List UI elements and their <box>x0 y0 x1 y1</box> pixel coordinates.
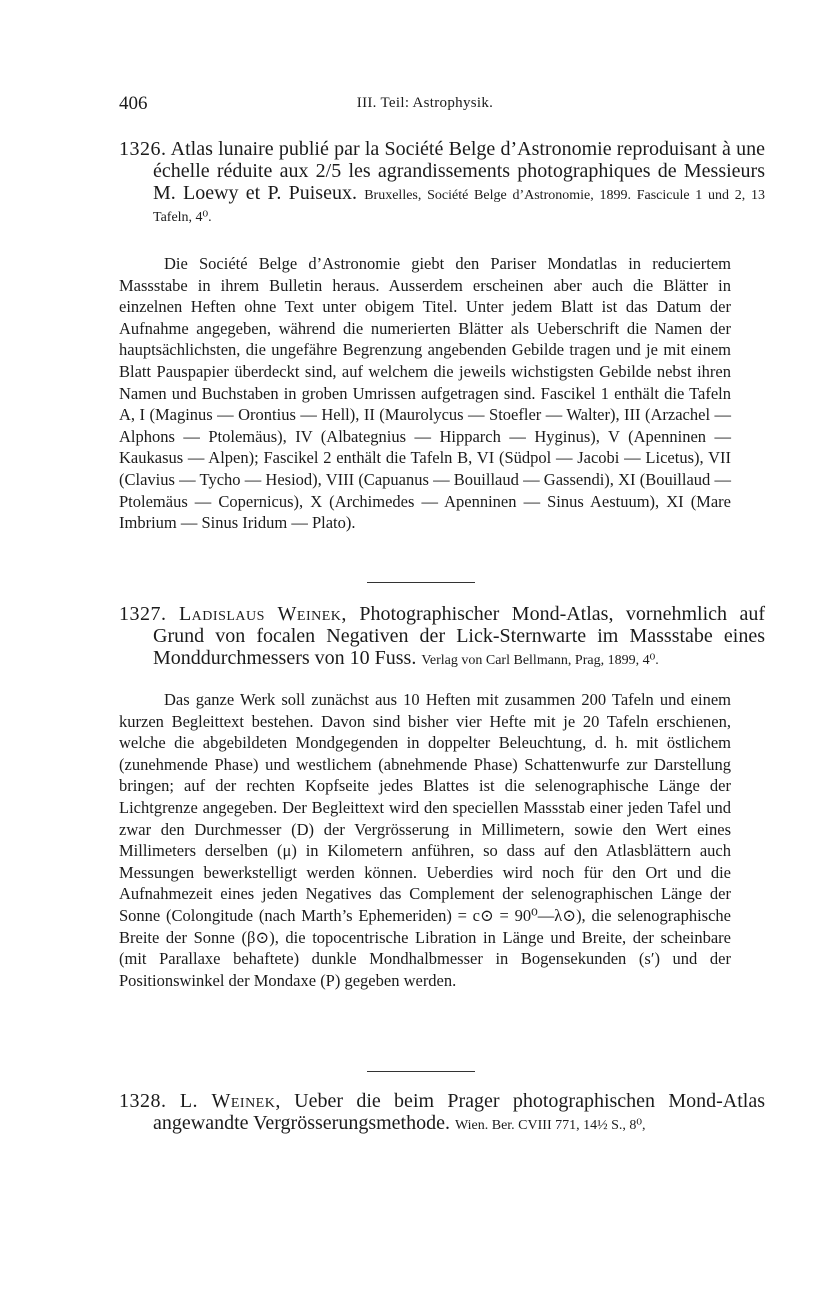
page-header <box>119 93 731 117</box>
entry-number: 1327. <box>119 603 167 625</box>
section-divider <box>367 1071 475 1072</box>
running-title: III. Teil: Astrophysik. <box>356 95 494 111</box>
entry-1328-heading <box>119 1090 765 1134</box>
section-divider <box>367 582 475 583</box>
entry-source: Bruxelles, Société Belge d’Astronomie, 1899. Fascicule 1 und 2, 13 Tafeln, 4⁰. <box>153 188 766 225</box>
entry-title: Photographischer Mond-Atlas, vornehmlich auf Grund von focalen Negativen der Lick-Sternwarte im Massstabe eines Monddurchmessers von 10 Fuss. <box>153 603 766 669</box>
entry-1326-heading <box>119 138 765 226</box>
entry-source: Verlag von Carl Bellmann, Prag, 1899, 4⁰. <box>421 653 659 668</box>
page-number: 406 <box>119 93 148 114</box>
entry-1327-heading <box>119 603 765 669</box>
entry-author: L. Weinek, <box>179 1090 281 1112</box>
entry-title: Ueber die beim Prager photographischen Mond-Atlas angewandte Vergrösserungsmethode. <box>153 1090 766 1134</box>
entry-author: Ladislaus Weinek, <box>178 603 347 625</box>
entry-1326-abstract: Die Société Belge d’Astronomie giebt den Pariser Mondatlas in reduciertem Massstabe in ihrem Bulletin heraus. Ausserdem erscheinen aber auch die Blätter in einzelnen Heften ohne Text unter obigem Titel. Unter jedem Blatt ist das Datum der Aufnahme angegeben, während die numerierten Blätter als Ueberschrift die Namen der hauptsächlichsten, die ungefähre Begrenzung angebenden Gebilde tragen und je mit einem Blatt Pauspapier überdeckt sind, auf welchem die jeweils wichstigsten Gebilde nebst ihren Namen und Buchstaben in groben Umrissen aufgetragen sind. Fascikel 1 enthält die Tafeln A, I (Maginus — Orontius — Hell), II (Maurolycus — Stoefler — Walter), III (Arzachel — Alphons — Ptolemäus), IV (Albategnius — Hipparch — Hyginus), V (Apenninen — Kaukasus — Alpen); Fascikel 2 enthält die Tafeln B, VI (Südpol — Jacobi — Licetus), VII (Clavius — Tycho — Hesiod), VIII (Capuanus — Bouillaud — Gassendi), XI (Bouillaud — Ptolemäus — Copernicus), X (Archimedes — Apenninen — Sinus Aestuum), XI (Mare Imbrium — Sinus Iridum — Plato). <box>119 254 731 533</box>
entry-number: 1326. <box>119 138 167 160</box>
entry-1327-abstract: Das ganze Werk soll zunächst aus 10 Heften mit zusammen 200 Tafeln und einem kurzen Begleittext bestehen. Davon sind bisher vier Hefte mit je 20 Tafeln erschienen, welche die abgebildeten Mondgegenden in doppelter Beleuchtung, d. h. mit östlichem (zunehmende Phase) und westlichem (abnehmende Phase) Schattenwurfe zur Darstellung bringen; auf der rechten Kopfseite jedes Blattes ist die selenographische Länge der Lichtgrenze angegeben. Der Begleittext wird den speciellen Massstab einer jeden Tafel und zwar den Durchmesser (D) der Vergrösserung in Millimetern, sowie den Wert eines Millimeters derselben (μ) in Kilometern anführen, so dass auf den Atlasblättern auch Messungen bewerkstelligt werden können. Ueberdies wird noch für den Ort und die Aufnahmezeit eines jeden Negatives das Complement der selenographischen Länge der Sonne (Colongitude (nach Marth’s Ephemeriden) = c⊙ = 90⁰—λ⊙), die selenographische Breite der Sonne (β⊙), die topocentrische Libration in Länge und Breite, der scheinbare (mit Parallaxe behaftete) dunkle Mondhalbmesser in Bogensekunden (s′) und der Positionswinkel der Mondaxe (P) gegeben werden. <box>119 690 731 990</box>
entry-number: 1328. <box>119 1090 167 1112</box>
entry-source: Wien. Ber. CVIII 771, 14½ S., 8⁰, <box>454 1118 646 1133</box>
entry-title: Atlas lunaire publié par la Société Belge d’Astronomie reproduisant à une échelle réduite aux 2/5 les agrandissements photographiques de Messieurs M. Loewy et P. Puiseux. <box>153 138 765 204</box>
